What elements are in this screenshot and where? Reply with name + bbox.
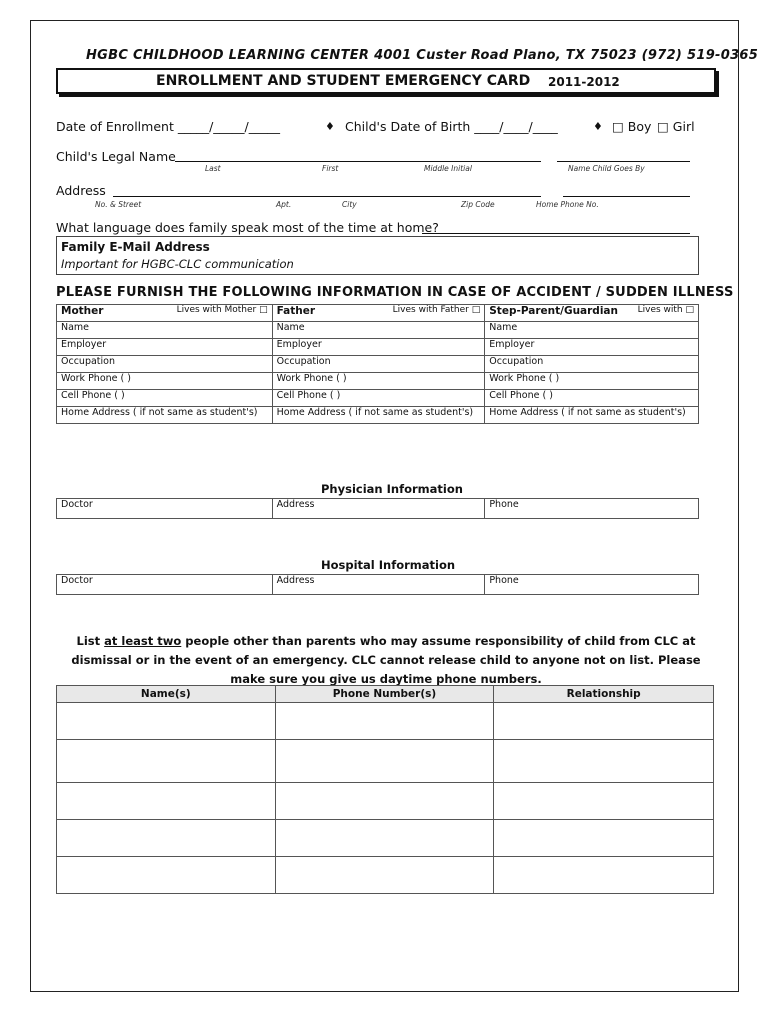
father-work-phone-cell[interactable]: Work Phone ( ) [272, 373, 485, 390]
relationship-column-header: Relationship [494, 686, 714, 703]
father-employer-cell[interactable]: Employer [272, 339, 485, 356]
guardian-name-cell[interactable]: Name [485, 322, 699, 339]
home-phone-line[interactable] [563, 196, 690, 197]
zip-caption: Zip Code [461, 200, 495, 209]
enrollment-date-field[interactable]: Date of Enrollment _____/_____/_____ [56, 119, 280, 134]
birth-date-field[interactable]: Child's Date of Birth ____/____/____ [345, 119, 558, 134]
lives-with-mother-checkbox[interactable]: Lives with Mother □ [176, 305, 268, 315]
org-header: HGBC CHILDHOOD LEARNING CENTER 4001 Custer Road Plano, TX 75023 (972) 519-0365 [86, 48, 759, 63]
physician-title: Physician Information [321, 482, 463, 496]
goes-by-caption: Name Child Goes By [568, 164, 645, 173]
home-phone-caption: Home Phone No. [536, 200, 599, 209]
physician-table [56, 498, 699, 519]
contact-relationship-cell[interactable] [494, 820, 714, 857]
mother-employer-cell[interactable]: Employer [57, 339, 273, 356]
mother-name-cell[interactable]: Name [57, 322, 273, 339]
guardian-home-address-cell[interactable]: Home Address ( if not same as student's) [485, 407, 699, 424]
contact-relationship-cell[interactable] [494, 740, 714, 783]
father-occupation-cell[interactable]: Occupation [272, 356, 485, 373]
guardian-occupation-cell[interactable]: Occupation [485, 356, 699, 373]
form-title: ENROLLMENT AND STUDENT EMERGENCY CARD [156, 73, 531, 89]
street-caption: No. & Street [95, 200, 142, 209]
address-label: Address [56, 183, 106, 198]
language-line[interactable] [422, 233, 690, 234]
father-header [272, 305, 485, 322]
table-row [57, 820, 714, 857]
table-row [57, 857, 714, 894]
father-cell-phone-cell[interactable]: Cell Phone ( ) [272, 390, 485, 407]
hospital-table [56, 574, 699, 595]
goes-by-line[interactable] [557, 161, 690, 162]
city-caption: City [342, 200, 357, 209]
contact-phone-cell[interactable] [275, 740, 494, 783]
address-line[interactable] [113, 196, 541, 197]
guardian-cell-phone-cell[interactable]: Cell Phone ( ) [485, 390, 699, 407]
mother-home-address-cell[interactable]: Home Address ( if not same as student's) [57, 407, 273, 424]
contacts-instructions [56, 632, 716, 689]
contact-phone-cell[interactable] [275, 703, 494, 740]
table-row [57, 783, 714, 820]
middle-caption: Middle Initial [424, 164, 472, 173]
mother-occupation-cell[interactable]: Occupation [57, 356, 273, 373]
contact-phone-cell[interactable] [275, 783, 494, 820]
contact-phone-cell[interactable] [275, 857, 494, 894]
family-email-label: Family E-Mail Address [61, 240, 210, 254]
mother-cell-phone-cell[interactable]: Cell Phone ( ) [57, 390, 273, 407]
contact-phone-cell[interactable] [275, 820, 494, 857]
names-column-header: Name(s) [57, 686, 276, 703]
diamond-icon: ♦ [325, 120, 335, 133]
guardian-header [485, 305, 699, 322]
lives-with-guardian-checkbox[interactable]: Lives with □ [637, 305, 694, 315]
guardian-work-phone-cell[interactable]: Work Phone ( ) [485, 373, 699, 390]
contact-relationship-cell[interactable] [494, 783, 714, 820]
family-email-note: Important for HGBC-CLC communication [61, 257, 294, 271]
last-caption: Last [205, 164, 221, 173]
contacts-table [56, 685, 714, 894]
contact-name-cell[interactable] [57, 857, 276, 894]
apt-caption: Apt. [276, 200, 292, 209]
diamond-icon: ♦ [593, 120, 603, 133]
guardian-employer-cell[interactable]: Employer [485, 339, 699, 356]
emergency-heading: PLEASE FURNISH THE FOLLOWING INFORMATION IN CASE OF ACCIDENT / SUDDEN ILLNESS [56, 285, 734, 300]
hospital-doctor-cell[interactable]: Doctor [57, 575, 273, 595]
school-year: 2011-2012 [548, 75, 620, 89]
mother-title: Mother [61, 305, 104, 317]
contact-name-cell[interactable] [57, 820, 276, 857]
hospital-address-cell[interactable]: Address [272, 575, 485, 595]
physician-doctor-cell[interactable]: Doctor [57, 499, 273, 519]
physician-phone-cell[interactable]: Phone [485, 499, 699, 519]
guardian-title: Step-Parent/Guardian [489, 305, 618, 317]
phones-column-header: Phone Number(s) [275, 686, 494, 703]
instructions-emphasis: at least two [104, 634, 182, 648]
contact-relationship-cell[interactable] [494, 857, 714, 894]
mother-header [57, 305, 273, 322]
father-name-cell[interactable]: Name [272, 322, 485, 339]
contact-name-cell[interactable] [57, 783, 276, 820]
legal-name-label: Child's Legal Name [56, 149, 176, 164]
table-row [57, 740, 714, 783]
table-row [57, 703, 714, 740]
physician-address-cell[interactable]: Address [272, 499, 485, 519]
legal-name-line[interactable] [175, 161, 541, 162]
girl-checkbox[interactable]: □ Girl [657, 119, 695, 134]
father-title: Father [276, 305, 316, 317]
language-label: What language does family speak most of the time at home? [56, 220, 439, 235]
contact-name-cell[interactable] [57, 703, 276, 740]
boy-checkbox[interactable]: □ Boy [612, 119, 652, 134]
parents-table [56, 304, 699, 424]
lives-with-father-checkbox[interactable]: Lives with Father □ [392, 305, 481, 315]
instructions-text: List [76, 634, 105, 648]
hospital-phone-cell[interactable]: Phone [485, 575, 699, 595]
hospital-title: Hospital Information [321, 558, 456, 572]
contact-name-cell[interactable] [57, 740, 276, 783]
instructions-text: people other than parents who may assume responsibility of child from CLC at dismissal or in the event of an emergency. CLC cannot release child to anyone not on list. Please make sure you give us daytime phone numbers. [71, 634, 701, 686]
mother-work-phone-cell[interactable]: Work Phone ( ) [57, 373, 273, 390]
contact-relationship-cell[interactable] [494, 703, 714, 740]
father-home-address-cell[interactable]: Home Address ( if not same as student's) [272, 407, 485, 424]
first-caption: First [322, 164, 339, 173]
